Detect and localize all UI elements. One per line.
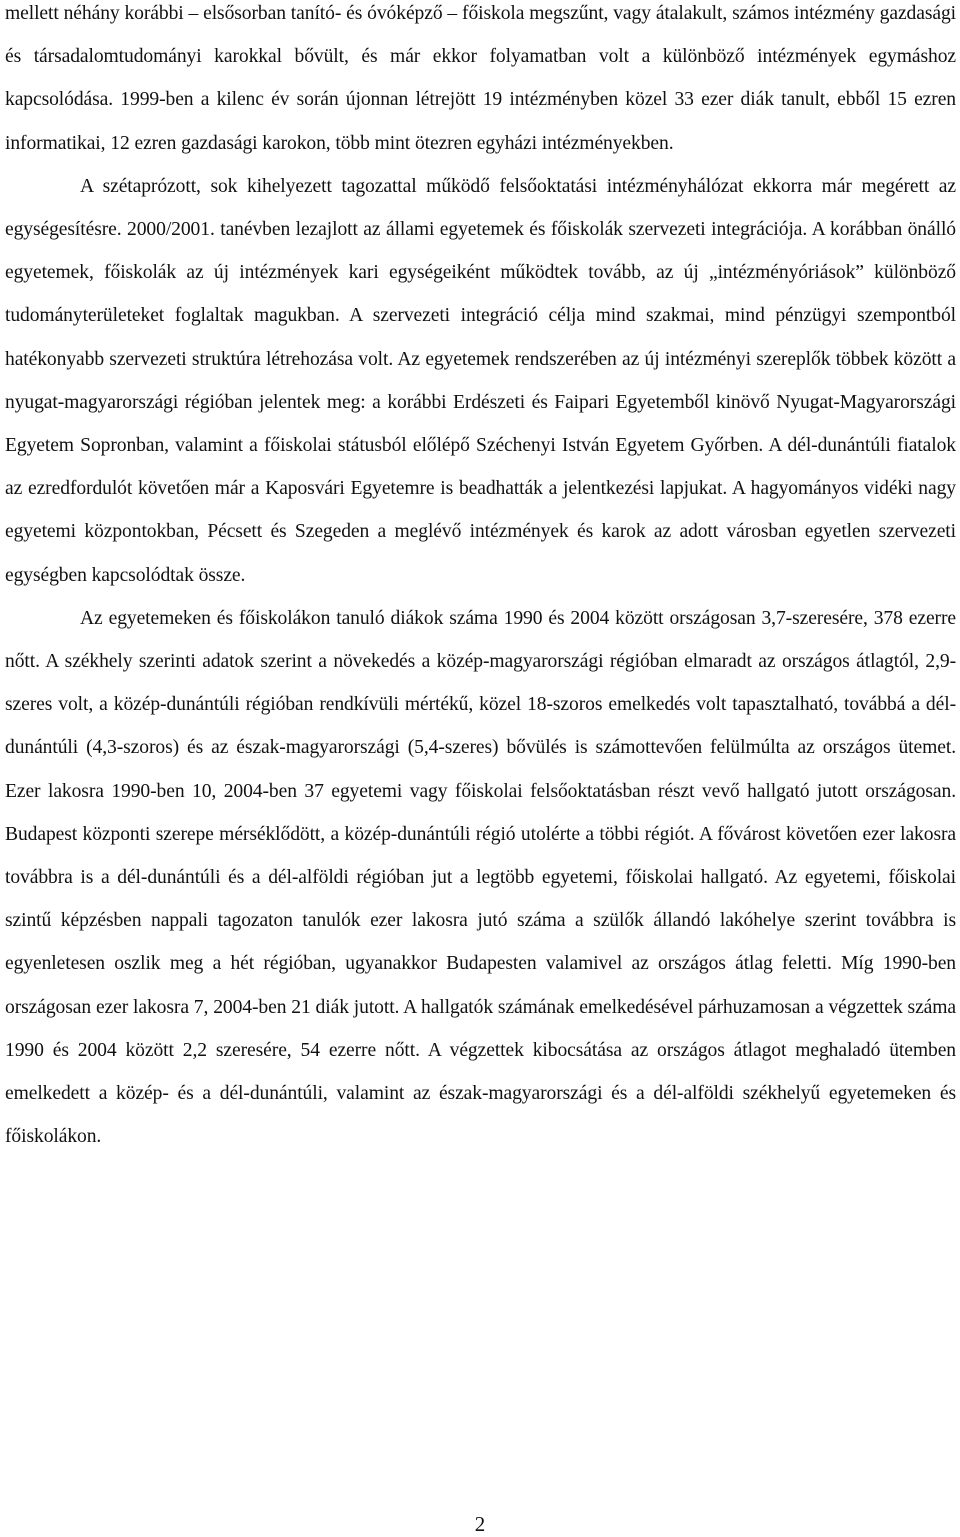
- paragraph-1: mellett néhány korábbi – elsősorban tanító- és óvóképző – főiskola megszűnt, vagy átalakult, számos intézmény gazdasági és társadalomtudományi karokkal bővült, és már ekkor folyamatban volt a különböző intézmények egymáshoz kapcsolódása. 1999-ben a kilenc év során újonnan létrejött 19 intézményben közel 33 ezer diák tanult, ebből 15 ezren informatikai, 12 ezren gazdasági karokon, több mint ötezren egyházi intézményekben.: [5, 3, 956, 154]
- paragraph-2: A szétaprózott, sok kihelyezett tagozattal működő felsőoktatási intézményhálózat ekkorra már megérett az egységesítésre. 2000/2001. tanévben lezajlott az állami egyetemek és főiskolák szervezeti integrációja. A korábban önálló egyetemek, főiskolák az új intézmények kari egységeiként működtek tovább, az új „intézményóriások” különböző tudományterületeket foglaltak magukban. A szervezeti integráció célja mind szakmai, mind pénzügyi szempontból hatékonyabb szervezeti struktúra létrehozása volt. Az egyetemek rendszerében az új intézményi szereplők többek között a nyugat-magyarországi régióban jelentek meg: a korábbi Erdészeti és Faipari Egyetemből kinövő Nyugat-Magyarországi Egyetem Sopronban, valamint a főiskolai státusból előlépő Széchenyi István Egyetem Győrben. A dél-dunántúli fiatalok az ezredfordulót követően már a Kaposvári Egyetemre is beadhatták a jelentkezési lapjukat. A hagyományos vidéki nagy egyetemi központokban, Pécsett és Szegeden a meglévő intézmények és karok az adott városban egyetlen szervezeti egységben kapcsolódtak össze.: [5, 175, 956, 586]
- document-page: [5, 0, 956, 1158]
- paragraph-3: Az egyetemeken és főiskolákon tanuló diákok száma 1990 és 2004 között országosan 3,7-szeresére, 378 ezerre nőtt. A székhely szerinti adatok szerint a növekedés a közép-magyarországi régióban elmaradt az országos átlagtól, 2,9-szeres volt, a közép-dunántúli régióban rendkívüli mértékű, közel 18-szoros emelkedés volt tapasztalható, továbbá a dél-dunántúli (4,3-szoros) és az észak-magyarországi (5,4-szeres) bővülés is számottevően felülmúlta az országos ütemet. Ezer lakosra 1990-ben 10, 2004-ben 37 egyetemi vagy főiskolai felsőoktatásban részt vevő hallgató jutott országosan. Budapest központi szerepe mérséklődött, a közép-dunántúli régió utolérte a többi régiót. A fővárost követően ezer lakosra továbbra is a dél-dunántúli és a dél-alföldi régióban jut a legtöbb egyetemi, főiskolai hallgató. Az egyetemi, főiskolai szintű képzésben nappali tagozaton tanulók ezer lakosra jutó száma a szülők állandó lakóhelye szerint továbbra is egyenletesen oszlik meg a hét régióban, ugyanakkor Budapesten valamivel az országos átlag feletti. Míg 1990-ben országosan ezer lakosra 7, 2004-ben 21 diák jutott. A hallgatók számának emelkedésével párhuzamosan a végzettek száma 1990 és 2004 között 2,2 szeresére, 54 ezerre nőtt. A végzettek kibocsátása az országos átlagot meghaladó ütemben emelkedett a közép- és a dél-dunántúli, valamint az észak-magyarországi és a dél-alföldi székhelyű egyetemeken és főiskolákon.: [5, 607, 956, 1148]
- page-number: 2: [474, 1512, 486, 1536]
